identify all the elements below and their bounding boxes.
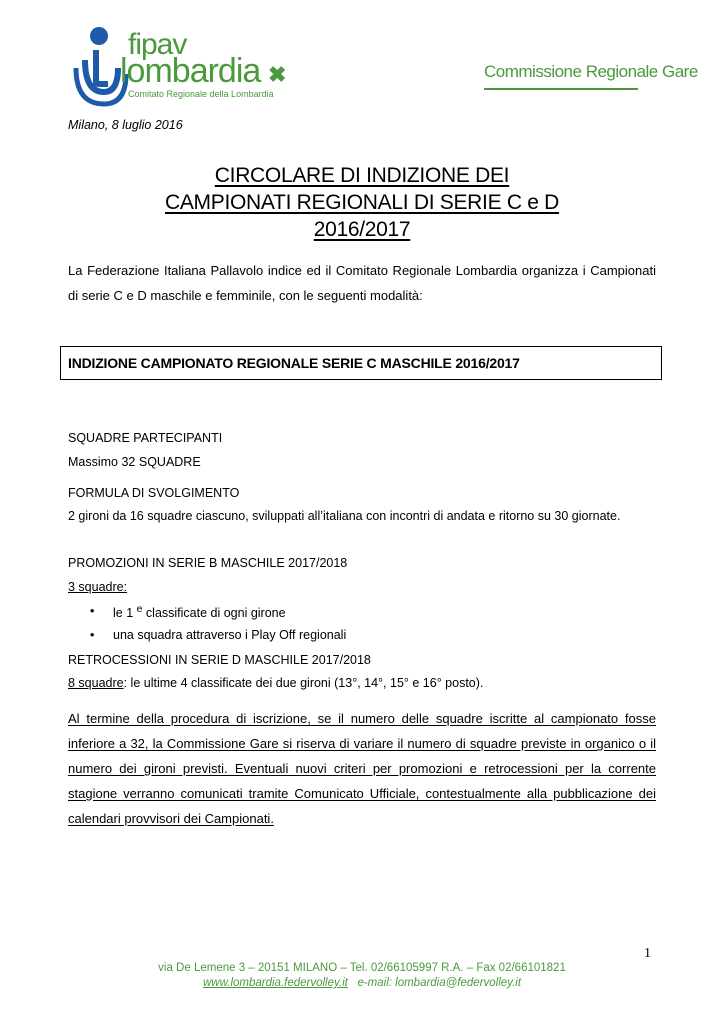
squadre-heading: SQUADRE PARTECIPANTI (68, 431, 223, 445)
section-title: INDIZIONE CAMPIONATO REGIONALE SERIE C MASCHILE 2016/2017 (68, 355, 520, 371)
document-date: Milano, 8 luglio 2016 (68, 118, 183, 132)
title-line-2: CAMPIONATI REGIONALI DI SERIE C e D (164, 191, 560, 214)
promozioni-bullet-2: una squadra attraverso i Play Off regionali (113, 628, 347, 642)
title-line-1: CIRCOLARE DI INDIZIONE DEI (214, 164, 510, 187)
footer-address: via De Lemene 3 – 20151 MILANO – Tel. 02/66105997 R.A. – Fax 02/66101821 (158, 962, 566, 974)
footer-website-link[interactable]: www.lombardia.federvolley.it (202, 977, 348, 989)
logo-subtitle: Comitato Regionale della Lombardia (128, 89, 274, 99)
retrocessioni-count: 8 squadre (68, 676, 124, 690)
logo-word-fipav: fipav (128, 28, 187, 61)
intro-paragraph: La Federazione Italiana Pallavolo indice ed il Comitato Regionale Lombardia organizza i Campionati di serie C e D maschile e femminile, con le seguenti modalità: (68, 263, 656, 303)
title-line-3: 2016/2017 (313, 218, 411, 241)
promozioni-heading: PROMOZIONI IN SERIE B MASCHILE 2017/2018 (68, 556, 348, 570)
notice-paragraph: Al termine della procedura di iscrizione, se il numero delle squadre iscritte al campionato fosse inferiore a 32, la Commissione Gare si riserva di variare il numero di squadre previste in organico o il numero dei gironi previsti. Eventuali nuovi criteri per promozioni e retrocessioni per la corrente stagione verranno comunicati tramite Comunicato Ufficiale, contestualmente alla pubblicazione dei calendari provvisori dei Campionati. (68, 711, 656, 826)
logo-word-lombardia: lombardia (120, 52, 261, 90)
page-number: 1 (644, 946, 651, 961)
promozioni-bullet-1: le 1 $^e$ classificate di ogni girone (113, 604, 286, 621)
footer-email[interactable]: e-mail: lombardia@federvolley.it (357, 977, 522, 989)
footer-contacts (0, 977, 724, 989)
squadre-text: Massimo 32 SQUADRE (68, 455, 201, 469)
logo-mark-icon: ✖ (268, 62, 287, 87)
retrocessioni-heading: RETROCESSIONI IN SERIE D MASCHILE 2017/2018 (68, 653, 371, 667)
bullet-icon: • (90, 604, 95, 618)
formula-heading: FORMULA DI SVOLGIMENTO (68, 486, 240, 500)
promozioni-count: 3 squadre: (68, 580, 128, 594)
commission-title: Commissione Regionale Gare (484, 62, 698, 81)
retrocessioni-text: 8 squadre: le ultime 4 classificate dei due gironi (13°, 14°, 15° e 16° posto). (68, 676, 484, 690)
formula-text: 2 gironi da 16 squadre ciascuno, sviluppati all’italiana con incontri di andata e ritorno su 30 giornate. (68, 509, 621, 523)
commission-underline (484, 88, 638, 90)
bullet-icon: • (90, 628, 95, 642)
